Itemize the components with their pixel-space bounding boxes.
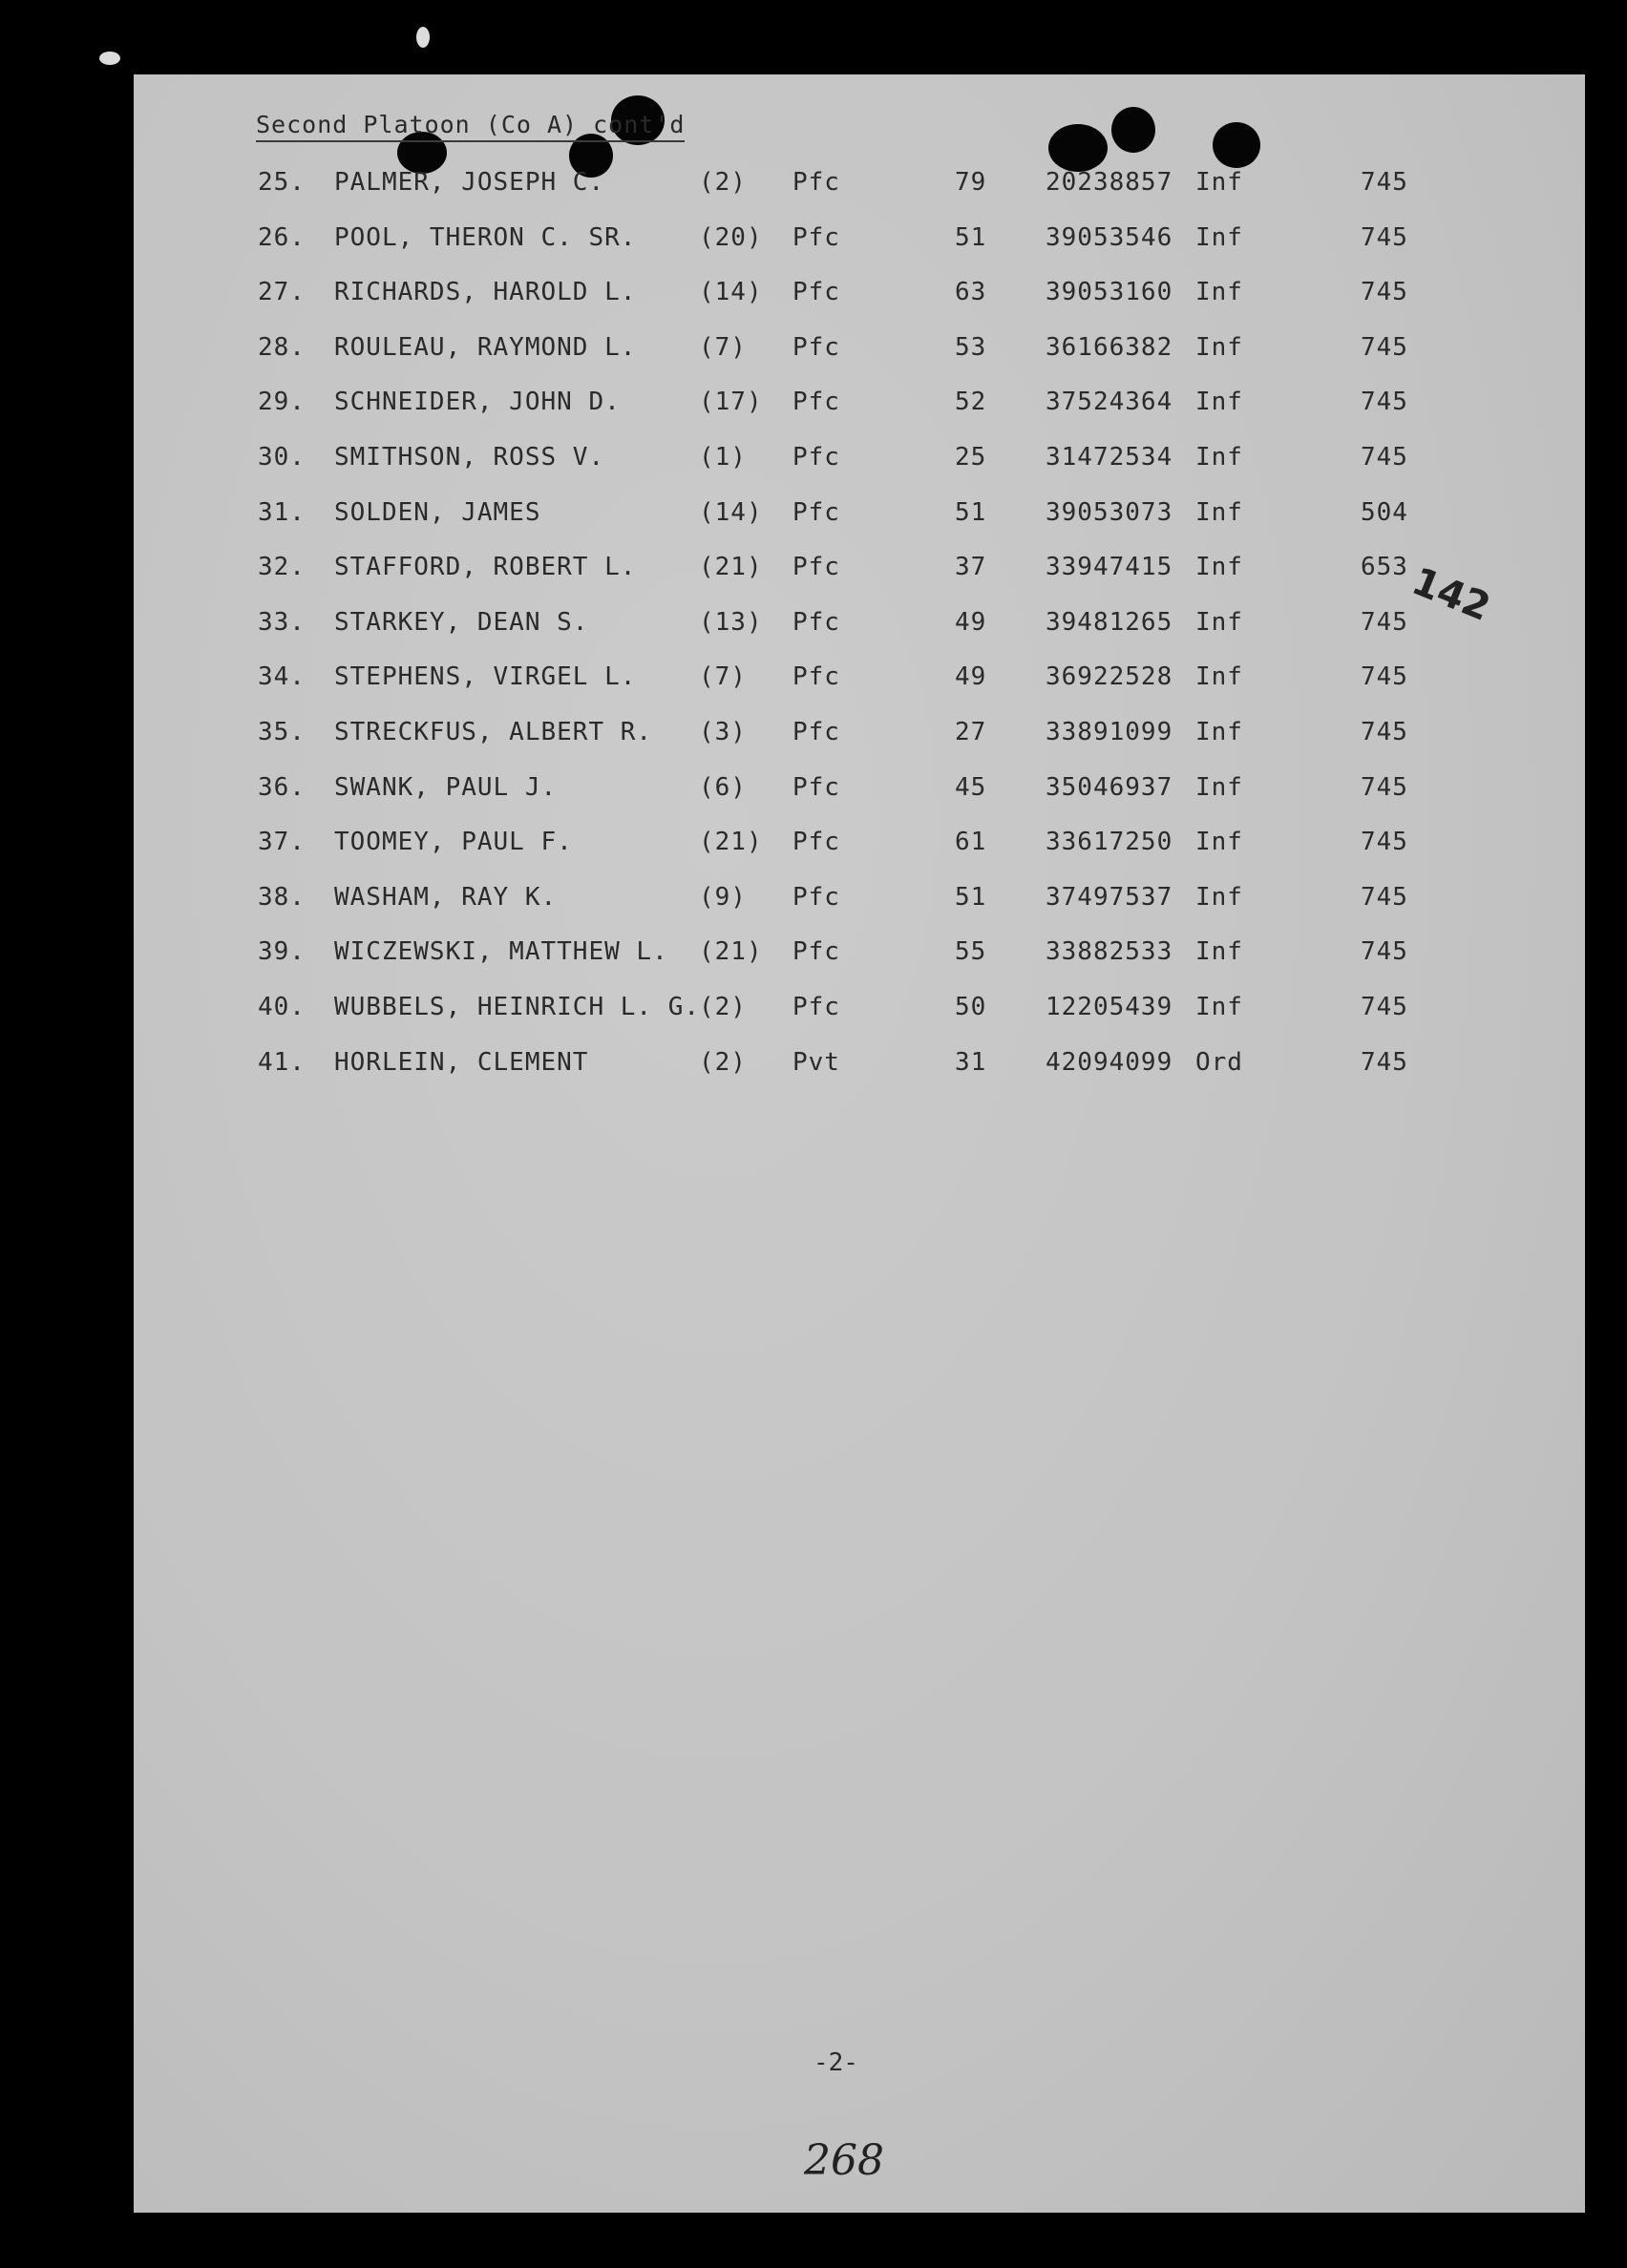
soldier-name: RICHARDS, HAROLD L. bbox=[334, 278, 637, 307]
age: 37 bbox=[955, 553, 987, 582]
row-number: 26. bbox=[258, 222, 306, 252]
rank: Pfc bbox=[792, 937, 840, 967]
serial-number: 33617250 bbox=[1046, 828, 1173, 857]
table-row bbox=[0, 773, 1627, 811]
row-number: 36. bbox=[258, 772, 306, 802]
row-number: 29. bbox=[258, 388, 306, 417]
rank: Pfc bbox=[792, 168, 840, 197]
row-number: 41. bbox=[258, 1047, 306, 1077]
mos-code: 745 bbox=[1361, 828, 1408, 857]
mos-code: 745 bbox=[1361, 388, 1408, 417]
arm-of-service: Inf bbox=[1195, 497, 1243, 527]
arm-of-service: Inf bbox=[1195, 168, 1243, 197]
serial-number: 39481265 bbox=[1046, 607, 1173, 637]
arm-of-service: Inf bbox=[1195, 882, 1243, 912]
soldier-name: STRECKFUS, ALBERT R. bbox=[334, 718, 653, 746]
group-number: (13) bbox=[699, 607, 763, 637]
table-row bbox=[0, 828, 1627, 866]
serial-number: 12205439 bbox=[1046, 993, 1173, 1021]
row-number: 34. bbox=[258, 662, 306, 692]
arm-of-service: Inf bbox=[1195, 332, 1243, 362]
age: 51 bbox=[955, 222, 987, 252]
rank: Pfc bbox=[792, 718, 840, 746]
rank: Pfc bbox=[792, 222, 840, 252]
serial-number: 39053073 bbox=[1046, 497, 1173, 527]
arm-of-service: Inf bbox=[1195, 553, 1243, 582]
row-number: 25. bbox=[258, 168, 306, 197]
soldier-name: SWANK, PAUL J. bbox=[334, 772, 558, 802]
table-row bbox=[0, 553, 1627, 591]
mos-code: 745 bbox=[1361, 222, 1408, 252]
age: 27 bbox=[955, 718, 987, 746]
serial-number: 33947415 bbox=[1046, 553, 1173, 582]
rank: Pfc bbox=[792, 388, 840, 417]
serial-number: 35046937 bbox=[1046, 772, 1173, 802]
punch-hole bbox=[1111, 107, 1155, 153]
mos-code: 745 bbox=[1361, 1047, 1408, 1077]
soldier-name: ROULEAU, RAYMOND L. bbox=[334, 332, 637, 362]
table-row bbox=[0, 1048, 1627, 1086]
age: 51 bbox=[955, 882, 987, 912]
group-number: (2) bbox=[699, 993, 747, 1021]
table-row bbox=[0, 883, 1627, 921]
rank: Pfc bbox=[792, 443, 840, 472]
age: 63 bbox=[955, 278, 987, 307]
arm-of-service: Inf bbox=[1195, 222, 1243, 252]
serial-number: 20238857 bbox=[1046, 168, 1173, 197]
arm-of-service: Ord bbox=[1195, 1047, 1243, 1077]
serial-number: 42094099 bbox=[1046, 1047, 1173, 1077]
group-number: (21) bbox=[699, 553, 763, 582]
group-number: (17) bbox=[699, 388, 763, 417]
section-header: Second Platoon (Co A) cont'd bbox=[256, 111, 685, 142]
age: 49 bbox=[955, 607, 987, 637]
rank: Pfc bbox=[792, 497, 840, 527]
group-number: (3) bbox=[699, 718, 747, 746]
age: 61 bbox=[955, 828, 987, 857]
row-number: 27. bbox=[258, 278, 306, 307]
row-number: 30. bbox=[258, 443, 306, 472]
mos-code: 745 bbox=[1361, 772, 1408, 802]
mos-code: 745 bbox=[1361, 607, 1408, 637]
rank: Pfc bbox=[792, 332, 840, 362]
rank: Pfc bbox=[792, 882, 840, 912]
soldier-name: TOOMEY, PAUL F. bbox=[334, 828, 573, 857]
serial-number: 39053546 bbox=[1046, 222, 1173, 252]
table-row bbox=[0, 718, 1627, 756]
arm-of-service: Inf bbox=[1195, 278, 1243, 307]
mos-code: 745 bbox=[1361, 937, 1408, 967]
group-number: (1) bbox=[699, 443, 747, 472]
handwritten-number: 268 bbox=[804, 2136, 884, 2185]
soldier-name: SMITHSON, ROSS V. bbox=[334, 443, 605, 472]
age: 79 bbox=[955, 168, 987, 197]
age: 52 bbox=[955, 388, 987, 417]
soldier-name: STARKEY, DEAN S. bbox=[334, 607, 589, 637]
group-number: (2) bbox=[699, 168, 747, 197]
table-row bbox=[0, 388, 1627, 426]
rank: Pfc bbox=[792, 278, 840, 307]
soldier-name: SCHNEIDER, JOHN D. bbox=[334, 388, 621, 417]
punch-hole bbox=[1213, 122, 1260, 168]
serial-number: 39053160 bbox=[1046, 278, 1173, 307]
group-number: (21) bbox=[699, 828, 763, 857]
serial-number: 37497537 bbox=[1046, 882, 1173, 912]
arm-of-service: Inf bbox=[1195, 937, 1243, 967]
serial-number: 36922528 bbox=[1046, 662, 1173, 692]
soldier-name: STAFFORD, ROBERT L. bbox=[334, 553, 637, 582]
arm-of-service: Inf bbox=[1195, 443, 1243, 472]
soldier-name: WUBBELS, HEINRICH L. G. bbox=[334, 993, 701, 1021]
table-row bbox=[0, 278, 1627, 316]
age: 25 bbox=[955, 443, 987, 472]
row-number: 38. bbox=[258, 882, 306, 912]
group-number: (2) bbox=[699, 1047, 747, 1077]
group-number: (7) bbox=[699, 662, 747, 692]
rank: Pfc bbox=[792, 607, 840, 637]
table-row bbox=[0, 223, 1627, 262]
table-row bbox=[0, 498, 1627, 536]
soldier-name: PALMER, JOSEPH C. bbox=[334, 168, 605, 197]
punch-hole bbox=[1048, 124, 1108, 172]
margin-speck bbox=[99, 52, 120, 65]
mos-code: 504 bbox=[1361, 497, 1408, 527]
rank: Pfc bbox=[792, 553, 840, 582]
arm-of-service: Inf bbox=[1195, 662, 1243, 692]
serial-number: 31472534 bbox=[1046, 443, 1173, 472]
mos-code: 745 bbox=[1361, 882, 1408, 912]
arm-of-service: Inf bbox=[1195, 607, 1243, 637]
serial-number: 37524364 bbox=[1046, 388, 1173, 417]
mos-code: 745 bbox=[1361, 443, 1408, 472]
age: 31 bbox=[955, 1047, 987, 1077]
row-number: 31. bbox=[258, 497, 306, 527]
arm-of-service: Inf bbox=[1195, 772, 1243, 802]
table-row bbox=[0, 937, 1627, 976]
soldier-name: SOLDEN, JAMES bbox=[334, 497, 541, 527]
row-number: 37. bbox=[258, 828, 306, 857]
row-number: 32. bbox=[258, 553, 306, 582]
table-row bbox=[0, 993, 1627, 1031]
arm-of-service: Inf bbox=[1195, 718, 1243, 746]
row-number: 28. bbox=[258, 332, 306, 362]
row-number: 35. bbox=[258, 718, 306, 746]
margin-speck bbox=[416, 27, 430, 48]
group-number: (20) bbox=[699, 222, 763, 252]
group-number: (14) bbox=[699, 497, 763, 527]
row-number: 33. bbox=[258, 607, 306, 637]
age: 53 bbox=[955, 332, 987, 362]
stamped-number: 142 bbox=[1405, 559, 1497, 630]
serial-number: 33891099 bbox=[1046, 718, 1173, 746]
mos-code: 745 bbox=[1361, 993, 1408, 1021]
age: 55 bbox=[955, 937, 987, 967]
soldier-name: WICZEWSKI, MATTHEW L. bbox=[334, 937, 668, 967]
mos-code: 745 bbox=[1361, 662, 1408, 692]
age: 50 bbox=[955, 993, 987, 1021]
mos-code: 745 bbox=[1361, 278, 1408, 307]
age: 49 bbox=[955, 662, 987, 692]
table-row bbox=[0, 608, 1627, 646]
soldier-name: STEPHENS, VIRGEL L. bbox=[334, 662, 637, 692]
rank: Pfc bbox=[792, 772, 840, 802]
row-number: 40. bbox=[258, 993, 306, 1021]
group-number: (21) bbox=[699, 937, 763, 967]
arm-of-service: Inf bbox=[1195, 828, 1243, 857]
soldier-name: WASHAM, RAY K. bbox=[334, 882, 558, 912]
serial-number: 33882533 bbox=[1046, 937, 1173, 967]
group-number: (14) bbox=[699, 278, 763, 307]
table-row bbox=[0, 333, 1627, 371]
row-number: 39. bbox=[258, 937, 306, 967]
rank: Pvt bbox=[792, 1047, 840, 1077]
soldier-name: POOL, THERON C. SR. bbox=[334, 222, 637, 252]
table-row bbox=[0, 443, 1627, 481]
mos-code: 745 bbox=[1361, 332, 1408, 362]
rank: Pfc bbox=[792, 993, 840, 1021]
arm-of-service: Inf bbox=[1195, 388, 1243, 417]
age: 51 bbox=[955, 497, 987, 527]
mos-code: 745 bbox=[1361, 168, 1408, 197]
group-number: (7) bbox=[699, 332, 747, 362]
arm-of-service: Inf bbox=[1195, 993, 1243, 1021]
table-row bbox=[0, 662, 1627, 701]
rank: Pfc bbox=[792, 662, 840, 692]
mos-code: 745 bbox=[1361, 718, 1408, 746]
group-number: (9) bbox=[699, 882, 747, 912]
table-row bbox=[0, 168, 1627, 206]
rank: Pfc bbox=[792, 828, 840, 857]
group-number: (6) bbox=[699, 772, 747, 802]
age: 45 bbox=[955, 772, 987, 802]
soldier-name: HORLEIN, CLEMENT bbox=[334, 1047, 589, 1077]
page-number: -2- bbox=[814, 2048, 858, 2077]
mos-code: 653 bbox=[1361, 553, 1408, 582]
serial-number: 36166382 bbox=[1046, 332, 1173, 362]
